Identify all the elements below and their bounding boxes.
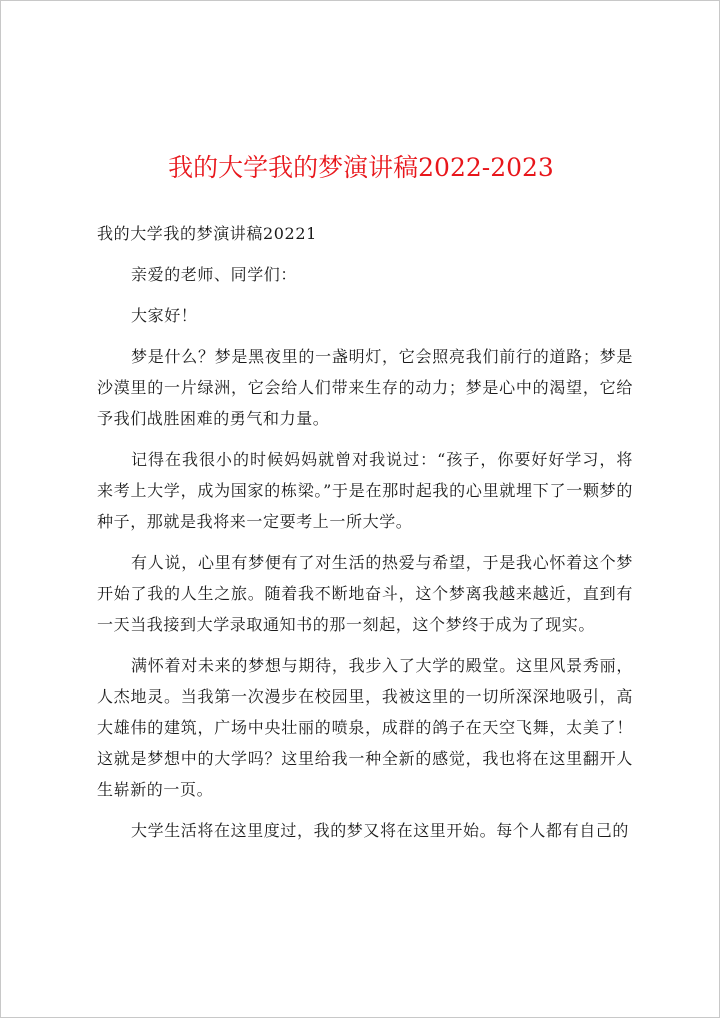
paragraph-university-life: 大学生活将在这里度过，我的梦又将在这里开始。每个人都有自己的 xyxy=(131,821,630,840)
document-subtitle: 我的大学我的梦演讲稿20221 xyxy=(97,224,317,243)
paragraph-hello: 大家好！ xyxy=(131,306,198,325)
paragraph-journey: 有人说，心里有梦便有了对生活的热爱与希望，于是我心怀着这个梦开始了我的人生之旅。随着我不断地奋斗，这个梦离我越来越近，直到有一天当我接到大学录取通知书的那一刻起，这个梦终于成为了现实。 xyxy=(97,553,633,634)
paragraph-greeting: 亲爱的老师、同学们： xyxy=(131,265,298,284)
paragraph-what-is-dream: 梦是什么？梦是黑夜里的一盏明灯，它会照亮我们前行的道路；梦是沙漠里的一片绿洲，它会给人们带来生存的动力；梦是心中的渴望，它给予我们战胜困难的勇气和力量。 xyxy=(97,347,633,428)
document-title: 我的大学我的梦演讲稿2022-2023 xyxy=(168,153,554,182)
paragraph-campus: 满怀着对未来的梦想与期待，我步入了大学的殿堂。这里风景秀丽，人杰地灵。当我第一次漫步在校园里，我被这里的一切所深深地吸引，高大雄伟的建筑，广场中央壮丽的喷泉，成群的鸽子在天空飞舞，太美了！这就是梦想中的大学吗？这里给我一种全新的感觉，我也将在这里翻开人生崭新的一页。 xyxy=(97,656,633,799)
document-body xyxy=(97,218,633,856)
paragraph-childhood-memory: 记得在我很小的时候妈妈就曾对我说过：“孩子，你要好好学习，将来考上大学，成为国家的栋梁。”于是在那时起我的心里就埋下了一颗梦的种子，那就是我将来一定要考上一所大学。 xyxy=(97,450,633,531)
